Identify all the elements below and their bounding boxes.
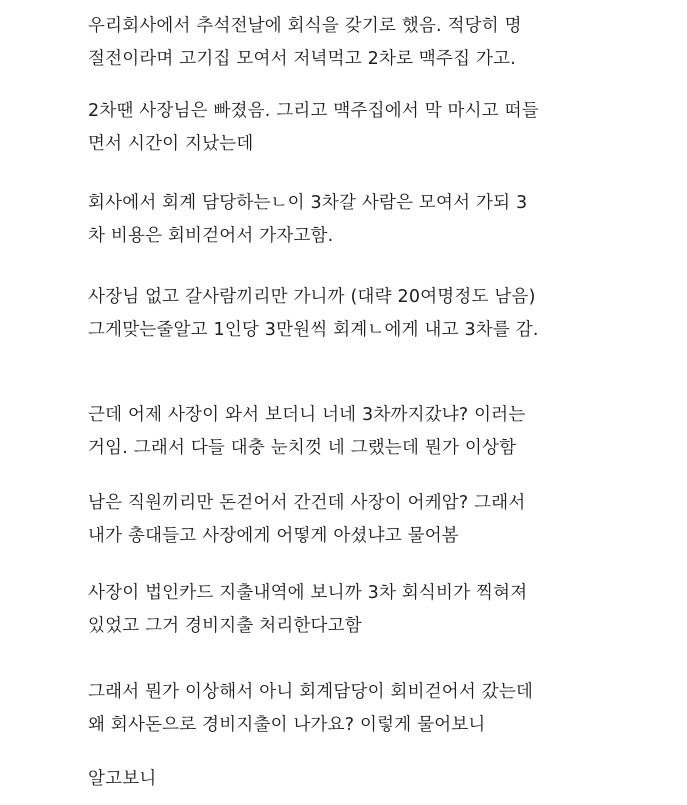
paragraph-7 [88, 577, 648, 643]
text-line: 알고보니 [88, 769, 157, 789]
text-line: 내가 총대들고 사장에게 어떻게 아셨냐고 물어봄 [88, 526, 459, 546]
text-line: 사장이 법인카드 지출내역에 보니까 3차 회식비가 찍혀져 [88, 583, 528, 603]
paragraph-5 [88, 399, 648, 465]
text-line: 그래서 뭔가 이상해서 아니 회계담당이 회비걷어서 갔는데 [88, 682, 534, 702]
paragraph-4 [88, 281, 648, 347]
paragraph-2 [88, 95, 648, 161]
text-line: 왜 회사돈으로 경비지출이 나가요? 이렇게 물어보니 [88, 715, 486, 735]
text-line: 남은 직원끼리만 돈걷어서 간건데 사장이 어케암? 그래서 [88, 493, 526, 513]
text-line: 근데 어제 사장이 와서 보더니 너네 3차까지갔냐? 이러는 [88, 405, 526, 425]
text-line: 있었고 그거 경비지출 처리한다고함 [88, 616, 362, 636]
text-line: 사장님 없고 갈사람끼리만 가니까 (대략 20여명정도 남음) [88, 287, 536, 307]
paragraph-1 [88, 10, 648, 76]
paragraph-9 [88, 763, 648, 796]
paragraph-3 [88, 187, 648, 253]
text-line: 회사에서 회계 담당하는ㄴ이 3차갈 사람은 모여서 가되 3 [88, 193, 528, 213]
text-line: 그게맞는줄알고 1인당 3만원씩 회계ㄴ에게 내고 3차를 감. [88, 320, 539, 340]
text-line: 2차땐 사장님은 빠졌음. 그리고 맥주집에서 막 마시고 떠들 [88, 101, 539, 121]
text-line: 거임. 그래서 다들 대충 눈치껏 네 그랬는데 뭔가 이상함 [88, 438, 517, 458]
paragraph-6 [88, 487, 648, 553]
text-line: 절전이라며 고기집 모여서 저녁먹고 2차로 맥주집 가고. [88, 49, 516, 69]
paragraph-8 [88, 676, 648, 742]
text-line: 우리회사에서 추석전날에 회식을 갖기로 했음. 적당히 명 [88, 16, 522, 36]
text-line: 면서 시간이 지났는데 [88, 134, 254, 154]
text-line: 차 비용은 회비걷어서 가자고함. [88, 226, 334, 246]
